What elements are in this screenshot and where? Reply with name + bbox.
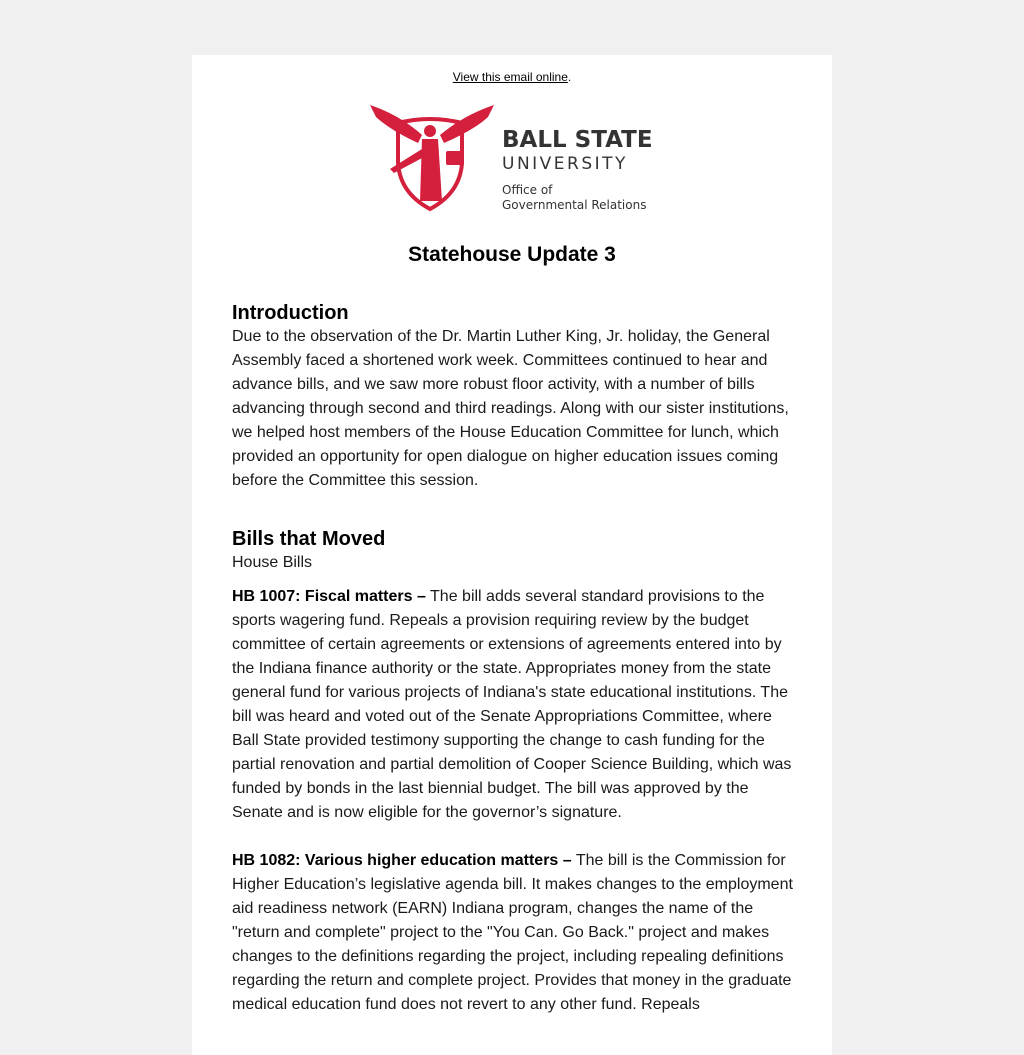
beneficence-shield-icon [370,105,494,209]
logo-line1: BALL STATE [502,127,653,153]
bill-item [232,585,794,825]
page-title: Statehouse Update 3 [408,243,616,266]
bill-title: HB 1082: Various higher education matters – [232,852,572,869]
email-body [192,55,832,1055]
ball-state-logo [370,105,660,217]
logo-line4: Governmental Relations [502,198,647,212]
bill-item [232,849,794,1017]
logo-line3: Office of [502,183,553,197]
house-bills-subheading: House Bills [232,554,313,571]
content [232,301,794,1041]
logo-line2: UNIVERSITY [502,154,628,174]
bills-heading: Bills that Moved [232,528,386,550]
bill-body: The bill adds several standard provisions to the sports wagering fund. Repeals a provision requiring review by the budget committee of certain agreements or extensions of agreements entered into by the Indiana finance authority or the state. Appropriates money from the state general fund for various projects of Indiana's state educational institutions. The bill was heard and voted out of the Senate Appropriations Committee, where Ball State provided testimony supporting the change to cash funding for the partial renovation and partial demolition of Cooper Science Building, which was funded by bonds in the last biennial budget. The bill was approved by the Senate and is now eligible for the governor’s signature. [232,588,792,821]
view-online-bar [192,70,832,84]
view-online-link[interactable]: View this email online [452,70,568,84]
introduction-heading: Introduction [232,302,349,324]
introduction-body: Due to the observation of the Dr. Martin Luther King, Jr. holiday, the General Assembly faced a shortened work week. Committees continued to hear and advance bills, and we saw more robust floor activity, with a number of bills advancing through second and third readings. Along with our sister institutions, we helped host members of the House Education Committee for lunch, which provided an opportunity for open dialogue on higher education issues coming before the Committee this session. [232,328,789,489]
bill-title: HB 1007: Fiscal matters – [232,588,426,605]
bill-body: The bill is the Commission for Higher Education’s legislative agenda bill. It makes changes to the employment aid readiness network (EARN) Indiana program, changes the name of the "return and complete" project to the "You Can. Go Back." project and makes changes to the definitions regarding the project, including repealing definitions regarding the return and complete project. Provides that money in the graduate medical education fund does not revert to any other fund. Repeals [232,852,793,1013]
view-online-suffix: . [567,70,572,84]
